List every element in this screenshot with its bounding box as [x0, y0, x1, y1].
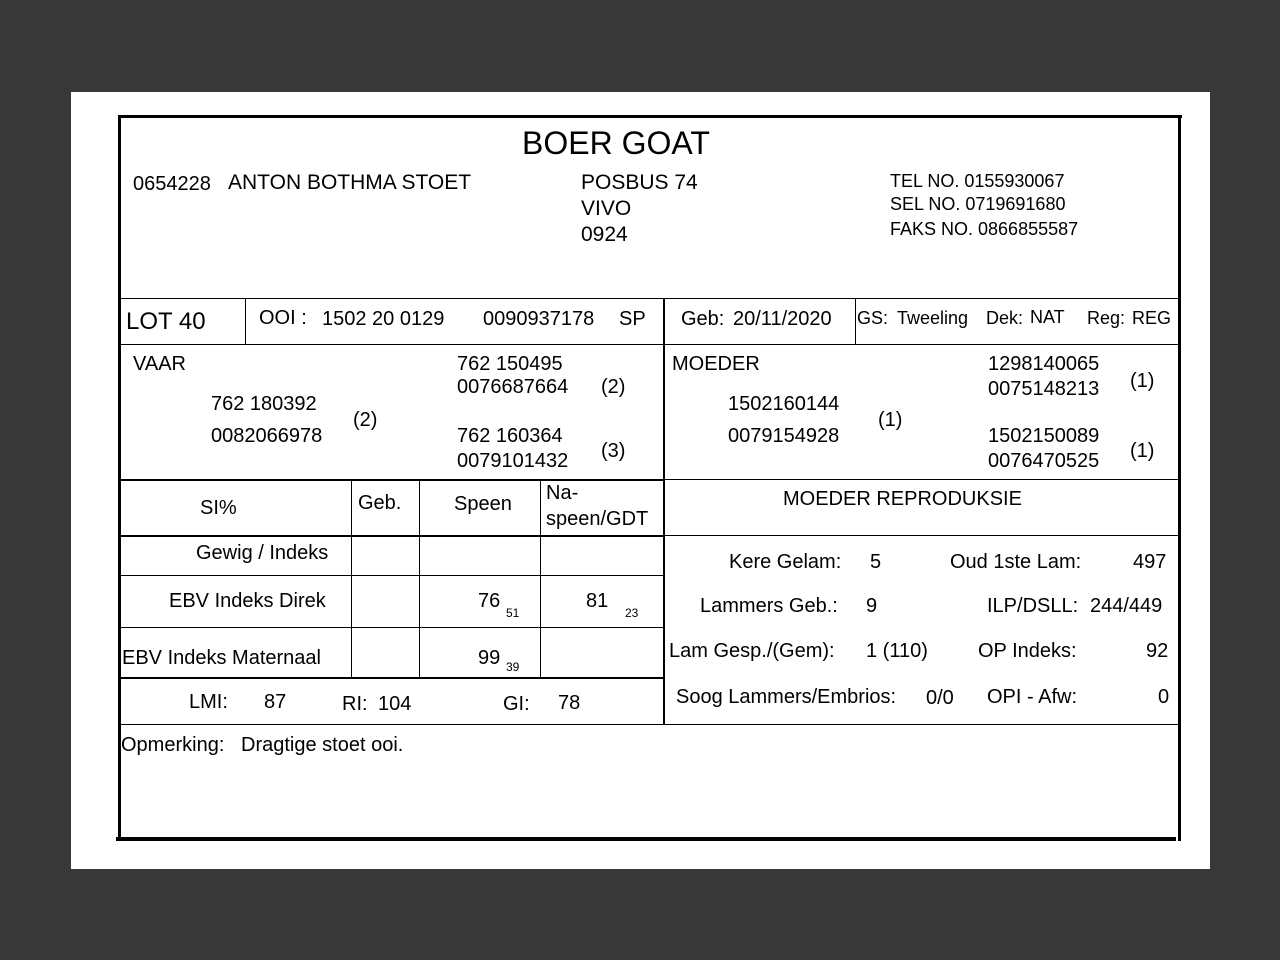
divider-header	[120, 298, 1180, 299]
moeder-sire-number: 1298140065	[988, 353, 1100, 375]
gs-label: GS:	[857, 308, 889, 328]
moeder-dam-number: 1502150089	[988, 425, 1100, 447]
moeder-dam-grade: (1)	[1130, 440, 1155, 462]
moeder-sire-id: 0075148213	[988, 378, 1100, 400]
breeder-name: ANTON BOTHMA STOET	[228, 171, 472, 194]
maternaal-speen-value: 99	[478, 647, 501, 669]
col-header-speen: Speen	[454, 493, 512, 515]
kere-gelam-label: Kere Gelam:	[729, 551, 842, 573]
vline-col-1	[351, 481, 352, 678]
geb-label: Geb:	[681, 308, 725, 330]
vaar-dam-id: 0079101432	[457, 450, 569, 472]
col-header-naspeen-2: speen/GDT	[546, 508, 649, 530]
oud-1ste-lam-label: Oud 1ste Lam:	[950, 551, 1082, 573]
moeder-label: MOEDER	[672, 353, 760, 375]
divider-row-2	[120, 627, 664, 628]
dek-value: NAT	[1030, 307, 1065, 327]
row-label-ebv-maternaal: EBV Indeks Maternaal	[122, 647, 321, 669]
tel-number: TEL NO. 0155930067	[890, 171, 1065, 191]
repro-header: MOEDER REPRODUKSIE	[783, 488, 1022, 510]
row-label-gewig: Gewig / Indeks	[196, 542, 329, 564]
lammers-geb-value: 9	[866, 595, 878, 617]
vline-lot	[245, 298, 246, 344]
vaar-grade: (2)	[353, 409, 378, 431]
divider-lot	[120, 344, 1180, 345]
border-left	[118, 115, 121, 841]
lam-gesp-label: Lam Gesp./(Gem):	[669, 640, 835, 662]
dek-label: Dek:	[986, 308, 1024, 328]
address-line-2: VIVO	[581, 197, 632, 220]
divider-remark	[120, 724, 1180, 725]
divider-repro-header	[664, 535, 1180, 536]
vaar-sire-number: 762 150495	[457, 353, 563, 375]
geb-date: 20/11/2020	[733, 308, 832, 330]
divider-table-header	[120, 535, 664, 537]
lam-gesp-value: 1 (110)	[866, 640, 928, 662]
lot-label: LOT 40	[126, 308, 206, 335]
direk-speen-value: 76	[478, 590, 501, 612]
ri-label: RI:	[342, 693, 368, 715]
maternaal-speen-sub: 39	[506, 660, 520, 674]
border-top	[118, 115, 1182, 118]
ilp-dsll-label: ILP/DSLL:	[987, 595, 1079, 617]
vline-center	[663, 298, 665, 725]
border-right	[1178, 115, 1181, 841]
vline-col-3	[540, 481, 541, 678]
lmi-value: 87	[264, 691, 287, 713]
moeder-dam-id: 0076470525	[988, 450, 1100, 472]
divider-pedigree-right	[664, 479, 1180, 480]
opi-afw-value: 0	[1158, 686, 1170, 708]
si-label: SI%	[200, 497, 237, 519]
direk-naspeen-sub: 23	[625, 606, 639, 620]
oud-1ste-lam-value: 497	[1133, 551, 1167, 573]
vaar-number: 762 180392	[211, 393, 317, 415]
vaar-sire-grade: (2)	[601, 376, 626, 398]
op-indeks-label: OP Indeks:	[978, 640, 1077, 662]
ilp-dsll-value: 244/449	[1090, 595, 1163, 617]
faks-number: FAKS NO. 0866855587	[890, 219, 1079, 239]
border-bottom	[116, 837, 1176, 841]
reg-value: REG	[1132, 308, 1172, 328]
breeder-number: 0654228	[133, 173, 211, 195]
ooi-number: 1502 20 0129	[322, 308, 445, 330]
vaar-id: 0082066978	[211, 425, 323, 447]
moeder-number: 1502160144	[728, 393, 840, 415]
divider-pedigree-left	[120, 479, 664, 481]
lammers-geb-label: Lammers Geb.:	[700, 595, 838, 617]
vaar-dam-grade: (3)	[601, 440, 626, 462]
kere-gelam-value: 5	[870, 551, 882, 573]
remark-label: Opmerking:	[121, 734, 225, 756]
moeder-grade: (1)	[878, 409, 903, 431]
card-title: BOER GOAT	[522, 125, 710, 161]
address-line-3: 0924	[581, 223, 628, 246]
lmi-label: LMI:	[189, 691, 228, 713]
ri-value: 104	[378, 693, 412, 715]
divider-row-1	[120, 575, 664, 576]
col-header-naspeen-1: Na-	[546, 482, 579, 504]
vaar-dam-number: 762 160364	[457, 425, 563, 447]
col-header-geb: Geb.	[358, 492, 402, 514]
soog-lammers-value: 0/0	[926, 687, 954, 709]
gi-value: 78	[558, 692, 581, 714]
gi-label: GI:	[503, 693, 530, 715]
direk-speen-sub: 51	[506, 606, 520, 620]
ooi-id: 0090937178	[483, 308, 595, 330]
op-indeks-value: 92	[1146, 640, 1169, 662]
sel-number: SEL NO. 0719691680	[890, 194, 1066, 214]
moeder-id: 0079154928	[728, 425, 840, 447]
address-line-1: POSBUS 74	[581, 171, 698, 194]
reg-label: Reg:	[1087, 308, 1126, 328]
soog-lammers-label: Soog Lammers/Embrios:	[676, 686, 897, 708]
ooi-label: OOI :	[259, 307, 307, 329]
remark-text: Dragtige stoet ooi.	[241, 734, 404, 756]
vline-geb	[855, 298, 856, 344]
ooi-code: SP	[619, 308, 646, 330]
vaar-sire-id: 0076687664	[457, 376, 569, 398]
vaar-label: VAAR	[133, 353, 186, 375]
row-label-ebv-direk: EBV Indeks Direk	[169, 590, 326, 612]
vline-col-2	[419, 481, 420, 678]
direk-naspeen-value: 81	[586, 590, 609, 612]
opi-afw-label: OPI - Afw:	[987, 686, 1078, 708]
gs-value: Tweeling	[897, 308, 969, 328]
moeder-sire-grade: (1)	[1130, 370, 1155, 392]
divider-row-3	[120, 677, 665, 679]
